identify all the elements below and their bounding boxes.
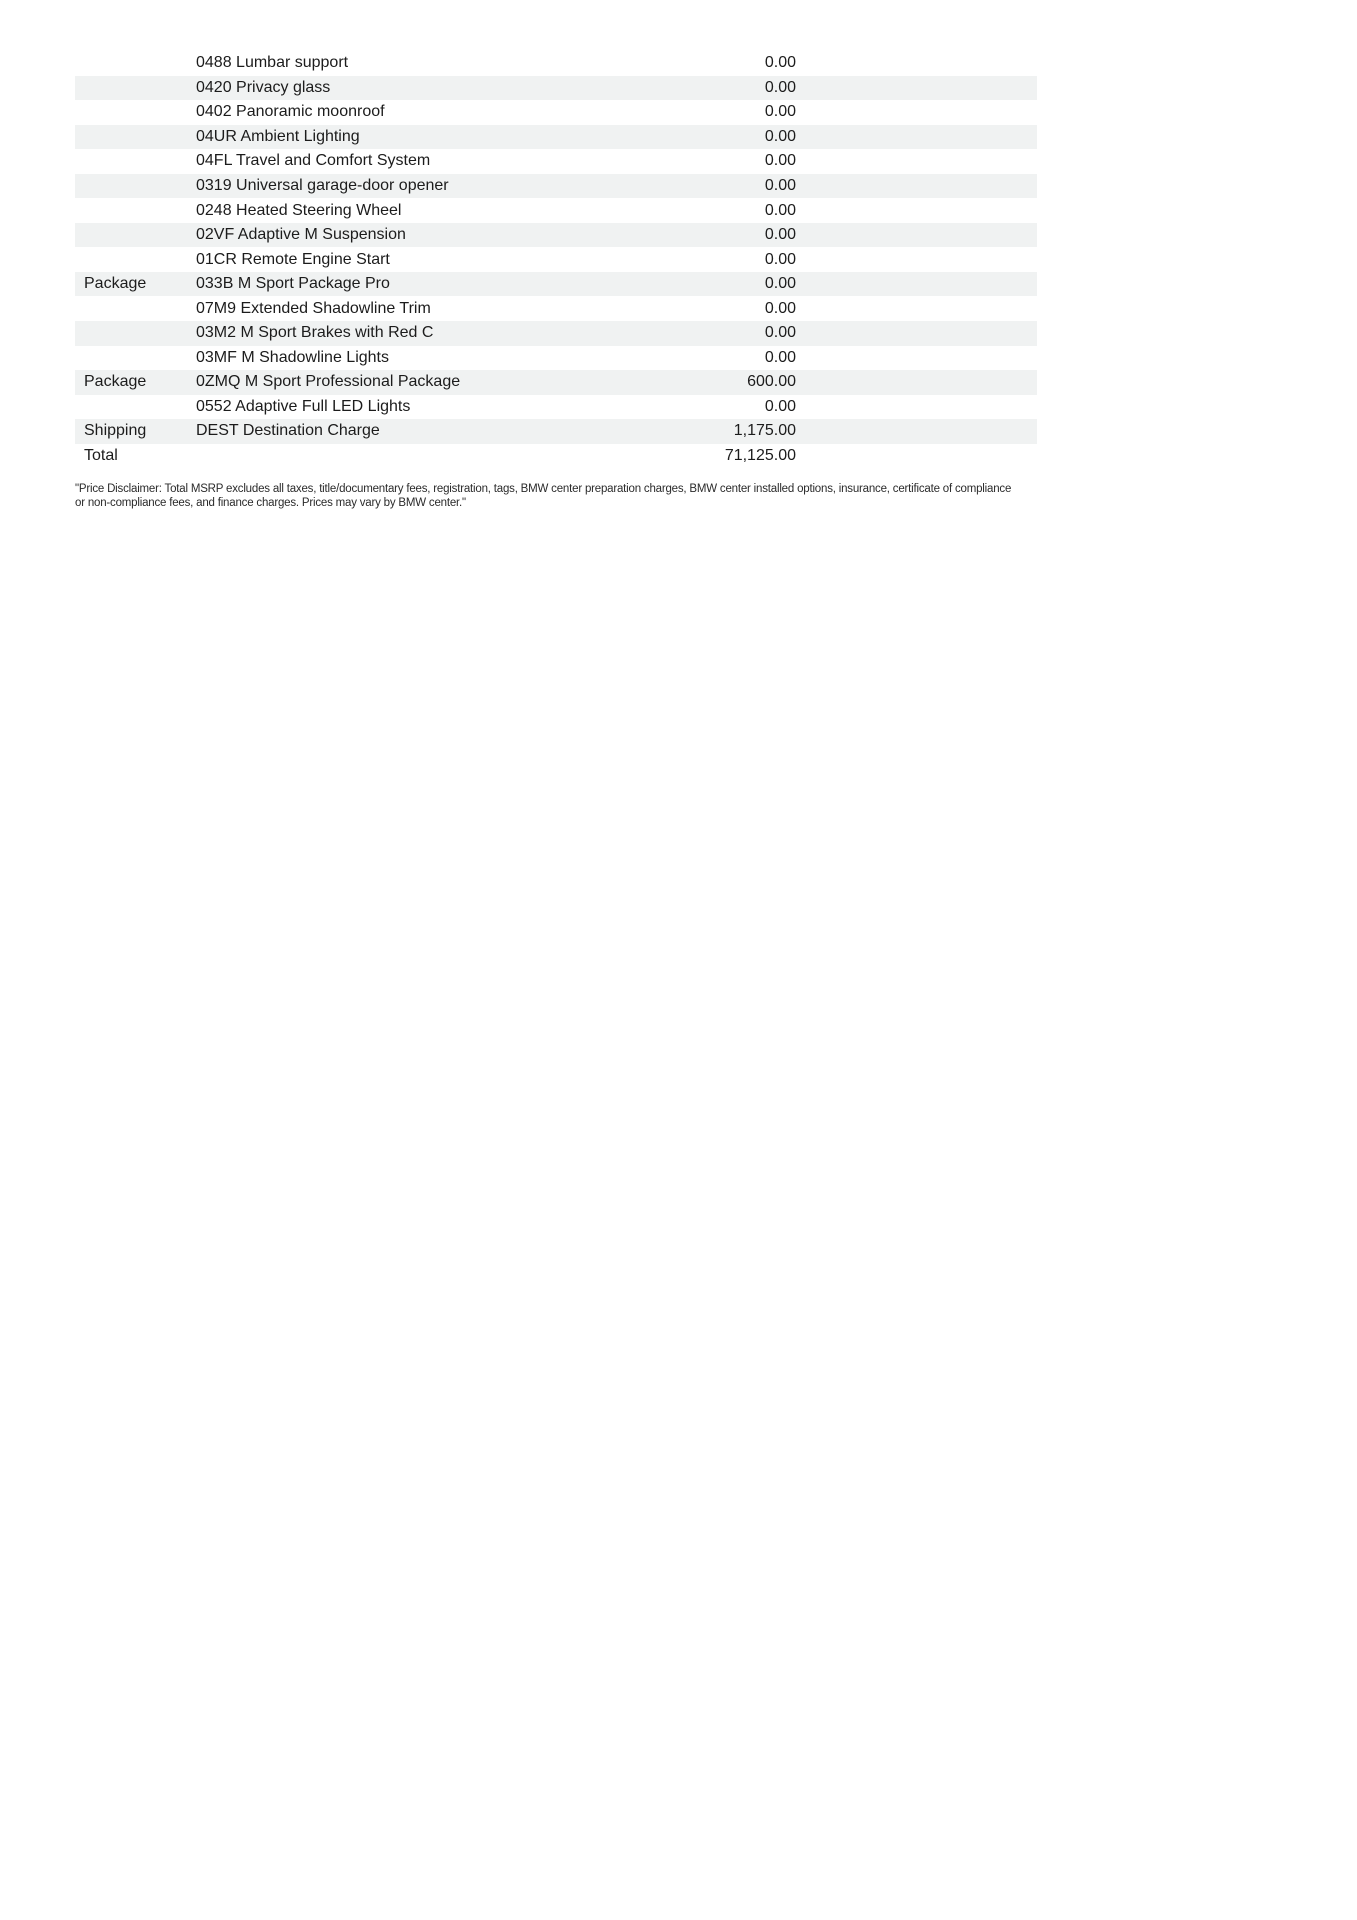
price-cell: 0.00 xyxy=(764,397,796,415)
description-cell: 0319 Universal garage-door opener xyxy=(196,174,651,199)
description-cell: 03MF M Shadowline Lights xyxy=(196,348,389,366)
category-cell xyxy=(75,100,196,125)
price-cell: 0.00 xyxy=(764,299,796,317)
price-cell: 600.00 xyxy=(651,370,1037,395)
category-cell xyxy=(75,149,196,174)
description-cell: 02VF Adaptive M Suspension xyxy=(196,223,651,248)
price-cell: 0.00 xyxy=(651,125,1037,150)
description-cell: 0402 Panoramic moonroof xyxy=(196,103,385,121)
price-cell: 0.00 xyxy=(651,174,1037,199)
table-row xyxy=(75,125,1037,150)
category-cell xyxy=(75,223,196,248)
description-cell xyxy=(196,444,651,469)
category-cell: Package xyxy=(75,272,196,297)
description-cell: DEST Destination Charge xyxy=(196,419,651,444)
price-cell: 0.00 xyxy=(651,76,1037,101)
price-cell: 0.00 xyxy=(651,272,1037,297)
table-row xyxy=(75,223,1037,248)
table-row xyxy=(75,174,1037,199)
table-row xyxy=(75,346,1037,371)
description-cell: 07M9 Extended Shadowline Trim xyxy=(196,299,431,317)
table-row-total xyxy=(75,444,1037,469)
description-cell: 04UR Ambient Lighting xyxy=(196,125,651,150)
price-cell: 1,175.00 xyxy=(651,419,1037,444)
price-cell: 0.00 xyxy=(764,152,796,170)
category-cell: Shipping xyxy=(75,419,196,444)
price-cell: 0.00 xyxy=(764,348,796,366)
description-cell: 03M2 M Sport Brakes with Red C xyxy=(196,321,651,346)
table-row xyxy=(75,51,1037,76)
category-cell xyxy=(75,321,196,346)
price-disclaimer: "Price Disclaimer: Total MSRP excludes all taxes, title/documentary fees, registration, tags, BMW center preparation charges, BMW center installed options, insurance, certificate of compliance or non-compliance fees, and finance charges. Prices may vary by BMW center." xyxy=(75,483,1012,509)
table-row xyxy=(75,321,1037,346)
table-row xyxy=(75,272,1037,297)
category-cell xyxy=(75,198,196,223)
table-row xyxy=(75,296,1037,321)
category-cell xyxy=(75,51,196,76)
price-cell: 0.00 xyxy=(651,223,1037,248)
description-cell: 0248 Heated Steering Wheel xyxy=(196,201,402,219)
table-row xyxy=(75,149,1037,174)
table-row xyxy=(75,100,1037,125)
price-cell: 0.00 xyxy=(764,103,796,121)
category-cell xyxy=(75,296,196,321)
description-cell: 033B M Sport Package Pro xyxy=(196,272,651,297)
table-row xyxy=(75,247,1037,272)
category-cell: Package xyxy=(75,370,196,395)
description-cell: 0420 Privacy glass xyxy=(196,76,651,101)
category-cell xyxy=(75,395,196,420)
price-cell: 71,125.00 xyxy=(724,447,796,465)
price-cell: 0.00 xyxy=(651,321,1037,346)
table-row xyxy=(75,76,1037,101)
description-cell: 04FL Travel and Comfort System xyxy=(196,152,431,170)
table-row xyxy=(75,198,1037,223)
category-cell xyxy=(75,346,196,371)
vehicle-options-table xyxy=(75,51,1037,468)
price-cell: 0.00 xyxy=(764,54,796,72)
table-row xyxy=(75,419,1037,444)
table-row xyxy=(75,395,1037,420)
category-cell xyxy=(75,174,196,199)
price-cell: 0.00 xyxy=(764,201,796,219)
category-cell xyxy=(75,76,196,101)
category-cell xyxy=(75,125,196,150)
category-cell: Total xyxy=(84,447,118,465)
description-cell: 0ZMQ M Sport Professional Package xyxy=(196,370,651,395)
table-row xyxy=(75,370,1037,395)
description-cell: 0488 Lumbar support xyxy=(196,54,349,72)
description-cell: 0552 Adaptive Full LED Lights xyxy=(196,397,411,415)
description-cell: 01CR Remote Engine Start xyxy=(196,250,390,268)
price-cell: 0.00 xyxy=(764,250,796,268)
category-cell xyxy=(75,247,196,272)
